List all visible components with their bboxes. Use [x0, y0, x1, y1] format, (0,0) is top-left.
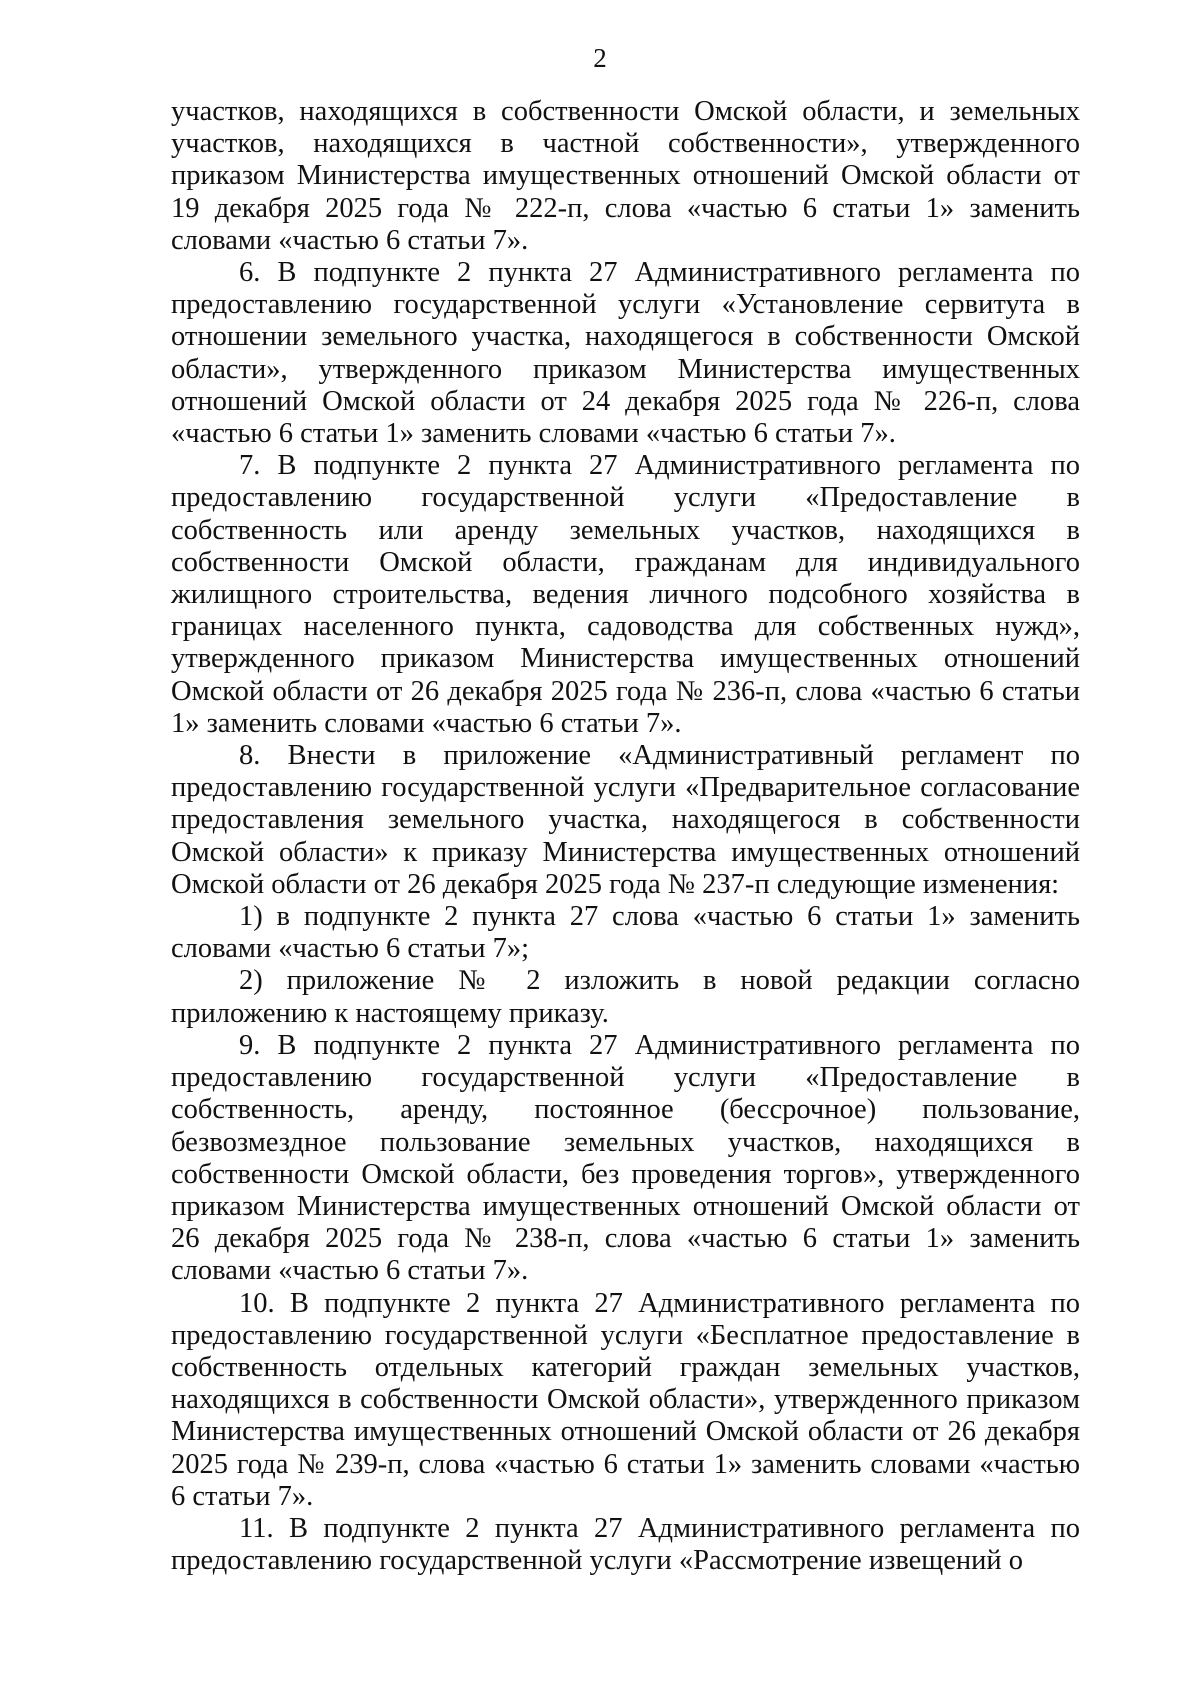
paragraph-item-8: 8. Внести в приложение «Административный регламент по предоставлению государственной услуги «Предварительное согласование предоставления земельного участка, находящегося в собственности Омской области» к приказу Министерства имущественных отношений Омской области от 26 декабря 2025 года № 237-п следующие изменения:	[171, 740, 1080, 900]
paragraph-item-11: 11. В подпункте 2 пункта 27 Административного регламента по предоставлению государственной услуги «Рассмотрение извещений о	[171, 1512, 1080, 1577]
paragraph-continuation: участков, находящихся в собственности Омской области, и земельных участков, находящихся в частной собственности», утвержденного приказом Министерства имущественных отношений Омской области от 19 декабря 2025 года № 222-п, слова «частью 6 статьи 1» заменить словами «частью 6 статьи 7».	[171, 96, 1080, 256]
page-number: 2	[593, 43, 607, 73]
paragraph-subitem-1: 1) в подпункте 2 пункта 27 слова «частью 6 статьи 1» заменить словами «частью 6 статьи 7»;	[171, 901, 1080, 965]
paragraph-item-6: 6. В подпункте 2 пункта 27 Административного регламента по предоставлению государственной услуги «Установление сервитута в отношении земельного участка, находящегося в собственности Омской области», утвержденного приказом Министерства имущественных отношений Омской области от 24 декабря 2025 года № 226-п, слова «частью 6 статьи 1» заменить словами «частью 6 статьи 7».	[171, 257, 1080, 450]
paragraph-item-7: 7. В подпункте 2 пункта 27 Административного регламента по предоставлению государственной услуги «Предоставление в собственность или аренду земельных участков, находящихся в собственности Омской области, гражданам для индивидуального жилищного строительства, ведения личного подсобного хозяйства в границах населенного пункта, садоводства для собственных нужд», утвержденного приказом Министерства имущественных отношений Омской области от 26 декабря 2025 года № 236-п, слова «частью 6 статьи 1» заменить словами «частью 6 статьи 7».	[171, 450, 1080, 739]
paragraph-subitem-2: 2) приложение № 2 изложить в новой редакции согласно приложению к настоящему приказу.	[171, 965, 1080, 1029]
paragraph-item-10: 10. В подпункте 2 пункта 27 Административного регламента по предоставлению государственной услуги «Бесплатное предоставление в собственность отдельных категорий граждан земельных участков, находящихся в собственности Омской области», утвержденного приказом Министерства имущественных отношений Омской области от 26 декабря 2025 года № 239-п, слова «частью 6 статьи 1» заменить словами «частью 6 статьи 7».	[171, 1287, 1080, 1512]
paragraph-item-9: 9. В подпункте 2 пункта 27 Административного регламента по предоставлению государственной услуги «Предоставление в собственность, аренду, постоянное (бессрочное) пользование, безвозмездное пользование земельных участков, находящихся в собственности Омской области, без проведения торгов», утвержденного приказом Министерства имущественных отношений Омской области от 26 декабря 2025 года № 238-п, слова «частью 6 статьи 1» заменить словами «частью 6 статьи 7».	[171, 1029, 1080, 1287]
document-body	[171, 96, 1080, 1577]
